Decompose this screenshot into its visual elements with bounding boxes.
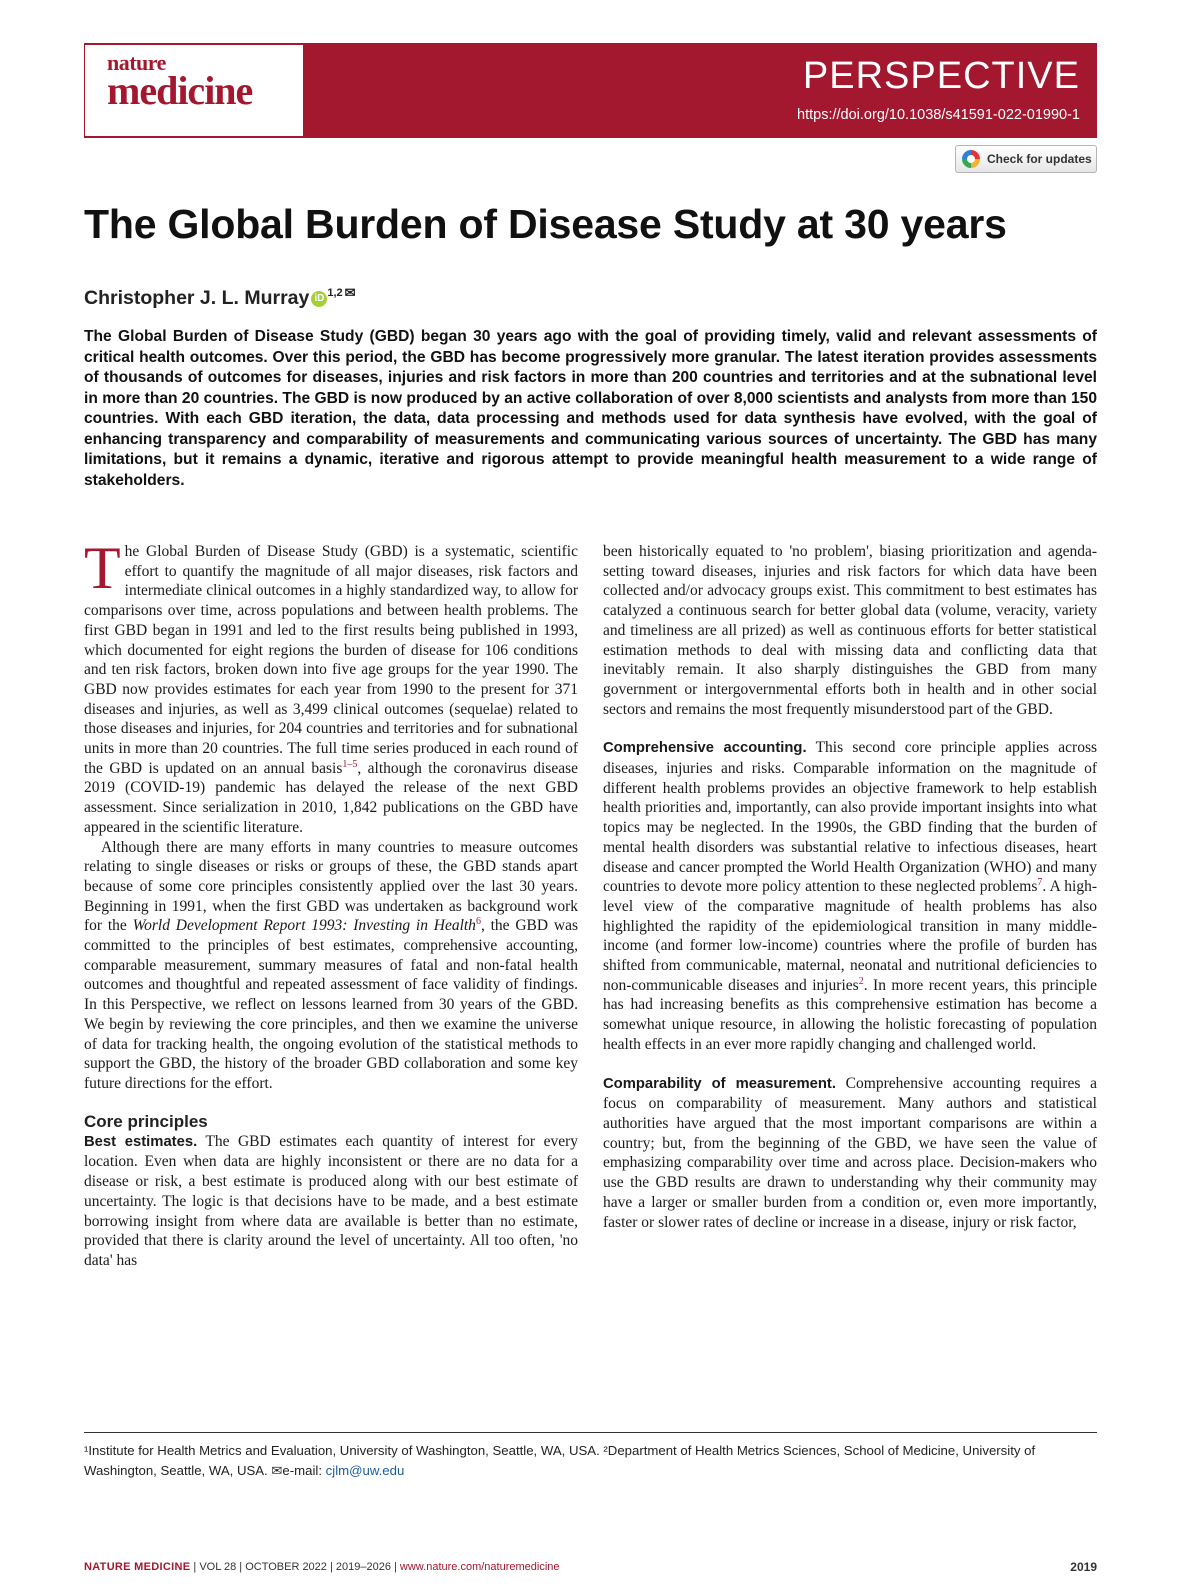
check-for-updates-button[interactable] bbox=[955, 145, 1097, 173]
best-estimates-paragraph bbox=[84, 1132, 578, 1271]
best-estimates-text: The GBD estimates each quantity of interest for every location. Even when data are highly inconsistent or there are no data for a disease or risk, a best estimate is produced along with our best estimate of uncertainty. The logic is that decisions have to be made, and a best estimate borrowing insight from where data are available is better than no estimate, provided that there is clarity around the level of uncertainty. All too often, 'no data' has bbox=[84, 1132, 578, 1269]
orcid-icon[interactable]: iD bbox=[311, 291, 327, 307]
body-column-right bbox=[603, 542, 1097, 1232]
crossmark-icon bbox=[962, 150, 980, 168]
reference-link[interactable]: 1–5 bbox=[342, 758, 358, 770]
comprehensive-accounting-paragraph bbox=[603, 738, 1097, 1054]
section-heading-core-principles: Core principles bbox=[84, 1111, 208, 1131]
page-footer bbox=[84, 1560, 1097, 1574]
comprehensive-accounting-heading: Comprehensive accounting. bbox=[603, 740, 807, 757]
intro-text-part1: he Global Burden of Disease Study (GBD) is a systematic, scientific effort to quantify the magnitude of all major diseases, risk factors and intermediate clinical outcomes in a highly standardized way, to allow for comparisons over time, across populations and between health problems. The first GBD began in 1991 and led to the first results being published in 1993, which documented for eight regions the burden of disease for 106 conditions and ten risk factors, broken down into five age groups for the year 1990. The GBD now provides estimates for each year from 1990 to the present for 371 diseases and injuries, as well as 3,499 clinical outcomes (sequelae) related to those diseases and injuries, for 204 countries and territories and for subnational units in more than 20 countries. The full time series produced in each round of the GBD is updated on an annual basis bbox=[84, 543, 578, 777]
footer-journal-name: NATURE MEDICINE bbox=[84, 1561, 191, 1573]
comprehensive-text-part3: . In more recent years, this principle has had increasing benefits as this comprehensive estimation has become a somewhat unique resource, in allowing the holistic forecasting of population health effects in an ever more rapidly changing and challenged world. bbox=[603, 976, 1097, 1053]
logo-nature-text: nature bbox=[107, 50, 166, 75]
continued-paragraph: been historically equated to 'no problem', biasing prioritization and agenda-setting toward diseases, injuries and risk factors for which data have been collected and/or advocacy groups exist. This commitment to best estimates has catalyzed a continuous search for better global data (volume, veracity, variety and timeliness are all prized) as well as continuous efforts for better statistical estimation methods to deal with missing data and conflicting data that inevitably remain. It also sharply distinguishes the GBD from many government or intergovernmental efforts both in health and in other social sectors and remains the most frequently misunderstood part of the GBD. bbox=[603, 543, 1097, 718]
drop-cap: T bbox=[84, 535, 121, 601]
comprehensive-text-part1: This second core principle applies across diseases, injuries and risks. Comparable information on the magnitude of different health problems provides an objective framework to help establish health priorities and, importantly, can also provide important insights into what topics may be neglected. In the 1990s, the GBD finding that the burden of mental health disorders was substantial relative to infectious diseases, heart disease and cancer prompted the World Health Organization (WHO) and many countries to devote more policy attention to these neglected problems bbox=[603, 739, 1098, 896]
intro-text-part2: , although the coronavirus disease 2019 (COVID-19) pandemic has delayed the release of the next GBD assessment. Since serialization in 2010, 1,842 publications on the GBD have appeared in the scientific literature. bbox=[84, 759, 578, 836]
comparability-paragraph bbox=[603, 1074, 1097, 1233]
second-text-part2: , the GBD was committed to the principles of best estimates, comprehensive accounting, comparable measurement, summary measures of fatal and non-fatal health outcomes and thoughtful and repeated assessment of face validity of findings. In this Perspective, we reflect on lessons learned from 30 years of the GBD. We begin by reviewing the core principles, and then we examine the universe of data for tracking health, the ongoing evolution of the statistical methods to support the GBD, the history of the broader GBD collaboration and some key future directions for the effort. bbox=[84, 917, 578, 1092]
author-affiliation-numbers: 1,2 bbox=[327, 287, 343, 299]
affiliation-footnote bbox=[84, 1441, 1097, 1481]
reference-link[interactable]: 2 bbox=[858, 975, 864, 987]
mail-icon[interactable]: ✉ bbox=[344, 285, 356, 300]
author-email-link[interactable]: cjlm@uw.edu bbox=[325, 1463, 405, 1478]
body-column-left bbox=[84, 535, 578, 1271]
comprehensive-text-part2: . A high-level view of the comparative magnitude of health problems has also highlighted the rapidity of the epidemiological transition in many middle-income (and former low-income) countries where the profile of burden has shifted from communicable, maternal, neonatal and nutritional deficiencies to non-communicable diseases and injuries bbox=[603, 878, 1098, 994]
reference-link[interactable]: 6 bbox=[475, 916, 481, 928]
article-title: The Global Burden of Disease Study at 30 years bbox=[84, 201, 1007, 247]
comparability-heading: Comparability of measurement. bbox=[603, 1075, 836, 1092]
footer-issue-details: | VOL 28 | OCTOBER 2022 | 2019–2026 | bbox=[190, 1561, 400, 1573]
footer-website-link[interactable]: www.nature.com/naturemedicine bbox=[399, 1561, 560, 1573]
author-line bbox=[84, 280, 356, 311]
best-estimates-heading: Best estimates. bbox=[84, 1133, 198, 1150]
affiliation-text: ¹Institute for Health Metrics and Evaluation, University of Washington, Seattle, WA, USA. ²Department of Health Metrics Sciences, School of Medicine, University of Washington, Seattle, WA, USA. ✉e-mail: bbox=[84, 1443, 1036, 1478]
footnote-divider bbox=[84, 1432, 1097, 1433]
report-title-italic: World Development Report 1993: Investing in Health bbox=[132, 917, 476, 935]
doi-link[interactable]: https://doi.org/10.1038/s41591-022-01990-1 bbox=[797, 107, 1080, 123]
comparability-text: Comprehensive accounting requires a focus on comparability of measurement. Many authors and statistical authorities have argued that the most important comparisons are within a country; but, from the beginning of the GBD, we have seen the value of emphasizing comparability over time and across place. Decision-makers who use the GBD results are drawn to understanding why their community may have a larger or smaller burden from a condition or, even more importantly, faster or slower rates of decline or increase in a disease, injury or risk factor, bbox=[603, 1074, 1098, 1231]
logo-medicine-text: medicine bbox=[107, 68, 253, 113]
page-number: 2019 bbox=[1070, 1560, 1097, 1574]
second-text-part1: Although there are many efforts in many countries to measure outcomes relating to single diseases or risks or groups of these, the GBD stands apart because of some core principles consistently applied over the last 30 years. Beginning in 1991, when the first GBD was undertaken as background work for the bbox=[84, 838, 578, 935]
intro-paragraph bbox=[84, 535, 578, 838]
abstract: The Global Burden of Disease Study (GBD) began 30 years ago with the goal of providing timely, valid and relevant assessments of critical health outcomes. Over this period, the GBD has become progressively more granular. The latest iteration provides assessments of thousands of outcomes for diseases, injuries and risk factors in more than 200 countries and territories and at the subnational level in more than 20 countries. The GBD is now produced by an active collaboration of over 8,000 scientists and analysts from more than 150 countries. With each GBD iteration, the data, data processing and methods used for data synthesis have evolved, with the goal of enhancing transparency and comparability of measurements and communicating various sources of uncertainty. The GBD has many limitations, but it remains a dynamic, iterative and rigorous attempt to provide meaningful health measurement to a wide range of stakeholders. bbox=[84, 328, 1097, 489]
article-type-label: PERSPECTIVE bbox=[802, 55, 1080, 97]
reference-link[interactable]: 7 bbox=[1037, 877, 1043, 889]
second-paragraph bbox=[84, 838, 578, 1094]
check-for-updates-label: Check for updates bbox=[987, 152, 1092, 166]
author-name[interactable]: Christopher J. L. Murray bbox=[84, 287, 310, 309]
journal-logo[interactable] bbox=[85, 45, 303, 136]
